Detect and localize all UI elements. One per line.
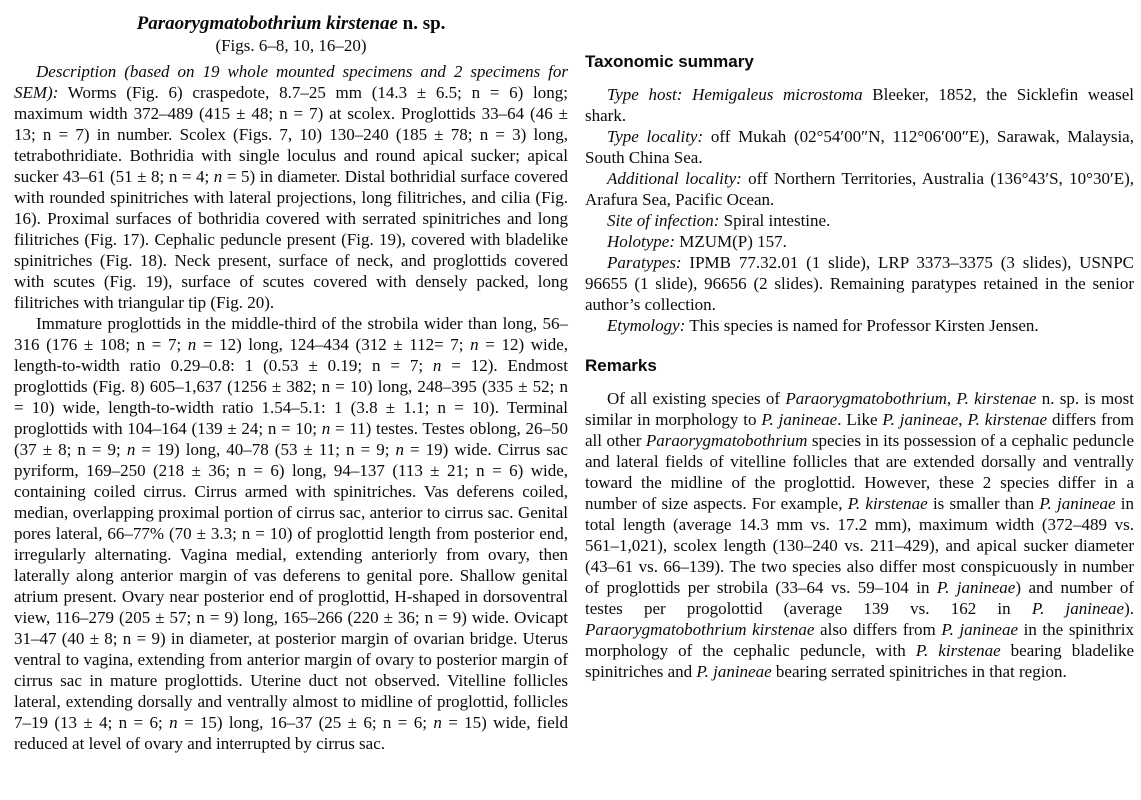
taxonomy-item-site-of-infection: Site of infection: Spiral intestine.	[607, 211, 831, 230]
right-column	[585, 52, 1134, 682]
description-paragraph: Description (based on 19 whole mounted specimens and 2 specimens for SEM): Worms (Fig. 6) craspedote, 8.7–25 mm (14.3 ± 6.5; n = 6) long; maximum width 372–489 (415 ± 48; n = 7) at scolex. Proglottids 33–64 (46 ± 13; n = 7) in number. Scolex (Figs. 7, 10) 130–240 (185 ± 78; n = 3) long, tetrabothridiate. Bothridia with single loculus and round apical sucker; apical sucker 43–61 (51 ± 8; n = 4; n = 5) in diameter. Distal bothridial surface covered with rounded spinitriches with lateral projections, long filitriches, and cilia (Fig. 16). Proximal surfaces of bothridia covered with serrated spinitriches and long filitriches (Fig. 17). Cephalic peduncle present (Fig. 19), covered with bladelike spinitriches (Fig. 18). Neck present, surface of neck, and proglottids covered with scutes (Fig. 19), surface of scutes covered with densely packed, long filitriches with triangular tip (Fig. 20).	[14, 62, 568, 312]
taxonomy-item-type-host: Type host: Hemigaleus microstoma Bleeker, 1852, the Sicklefin weasel shark.	[585, 85, 1135, 125]
remarks-paragraph: Of all existing species of Paraorygmatobothrium, P. kirstenae n. sp. is most similar in morphology to P. janineae. Like P. janineae, P. kirstenae differs from all other Paraorygmatobothrium species in its possession of a cephalic peduncle and lateral fields of vitelline follicles that are extended dorsally and ventrally toward the midline of the proglottid. However, these 2 species differ in a number of size aspects. For example, P. kirstenae is smaller than P. janineae in total length (average 14.3 mm vs. 17.2 mm), maximum width (372–489 vs. 561–1,021), scolex length (130–240 vs. 211–429), and apical sucker diameter (43–61 vs. 66–139). The two species also differ most conspicuously in number of proglottids per strobila (33–64 vs. 59–104 in P. janineae) and number of testes per progolottid (average 139 vs. 162 in P. janineae). Paraorygmatobothrium kirstenae also differs from P. janineae in the spinithrix morphology of the cephalic peduncle, with P. kirstenae bearing bladelike spinitriches and P. janineae bearing serrated spinitriches in that region.	[585, 389, 1135, 681]
taxonomy-item-additional-locality: Additional locality: off Northern Territories, Australia (136°43′S, 10°30′E), Arafura Sea, Pacific Ocean.	[585, 169, 1134, 209]
taxonomy-item-holotype: Holotype: MZUM(P) 157.	[607, 232, 787, 251]
figures-reference: (Figs. 6–8, 10, 16–20)	[215, 36, 367, 55]
left-column	[14, 12, 568, 754]
species-title: Paraorygmatobothrium kirstenae n. sp.	[136, 13, 446, 34]
taxonomy-item-etymology: Etymology: This species is named for Professor Kirsten Jensen.	[607, 316, 1039, 335]
taxonomic-summary-heading: Taxonomic summary	[585, 52, 754, 71]
remarks-heading: Remarks	[585, 356, 657, 375]
taxonomy-item-type-locality: Type locality: off Mukah (02°54′00″N, 112°06′00″E), Sarawak, Malaysia, South China Sea.	[585, 127, 1134, 167]
taxonomy-item-paratypes: Paratypes: IPMB 77.32.01 (1 slide), LRP 3373–3375 (3 slides), USNPC 96655 (1 slide), 96656 (2 slides). Remaining paratypes retained in the senior author’s collection.	[585, 253, 1134, 314]
morphometrics-paragraph: Immature proglottids in the middle-third of the strobila wider than long, 56–316 (176 ± 108; n = 7; n = 12) long, 124–434 (312 ± 112= 7; n = 12) wide, length-to-width ratio 0.29–0.8: 1 (0.53 ± 0.19; n = 7; n = 12). Endmost proglottids (Fig. 8) 605–1,637 (1256 ± 382; n = 10) long, 248–395 (335 ± 52; n = 10) wide, length-to-width ratio 1.54–5.1: 1 (3.8 ± 1.1; n = 10). Terminal proglottids with 104–164 (139 ± 24; n = 10; n = 11) testes. Testes oblong, 26–50 (37 ± 8; n = 9; n = 19) long, 40–78 (53 ± 11; n = 9; n = 19) wide. Cirrus sac pyriform, 169–250 (218 ± 36; n = 6) long, 94–137 (113 ± 21; n = 6) wide, containing coiled cirrus. Cirrus armed with spinitriches. Vas deferens coiled, median, overlapping proximal portion of cirrus sac, anterior to cirrus sac. Genital pores lateral, 66–77% (70 ± 3.3; n = 10) of proglottid length from posterior end, irregularly alternating. Vagina medial, extending anteriorly from ovary, then laterally along anterior margin of vas deferens to genital pore. Shallow genital atrium present. Ovary near posterior end of proglottid, H-shaped in dorsoventral view, 116–279 (205 ± 57; n = 9) long, 165–266 (220 ± 36; n = 9) wide. Ovicapt 31–47 (40 ± 8; n = 9) in diameter, at posterior margin of ovarian bridge. Uterus ventral to vagina, extending from anterior margin of ovary to posterior margin of cirrus sac in mature proglottids. Uterine duct not observed. Vitelline follicles lateral, extending dorsally and ventrally almost to midline of proglottid, follicles 7–19 (13 ± 4; n = 6; n = 15) long, 16–37 (25 ± 6; n = 6; n = 15) wide, field reduced at level of ovary and interrupted by cirrus sac.	[14, 314, 569, 753]
